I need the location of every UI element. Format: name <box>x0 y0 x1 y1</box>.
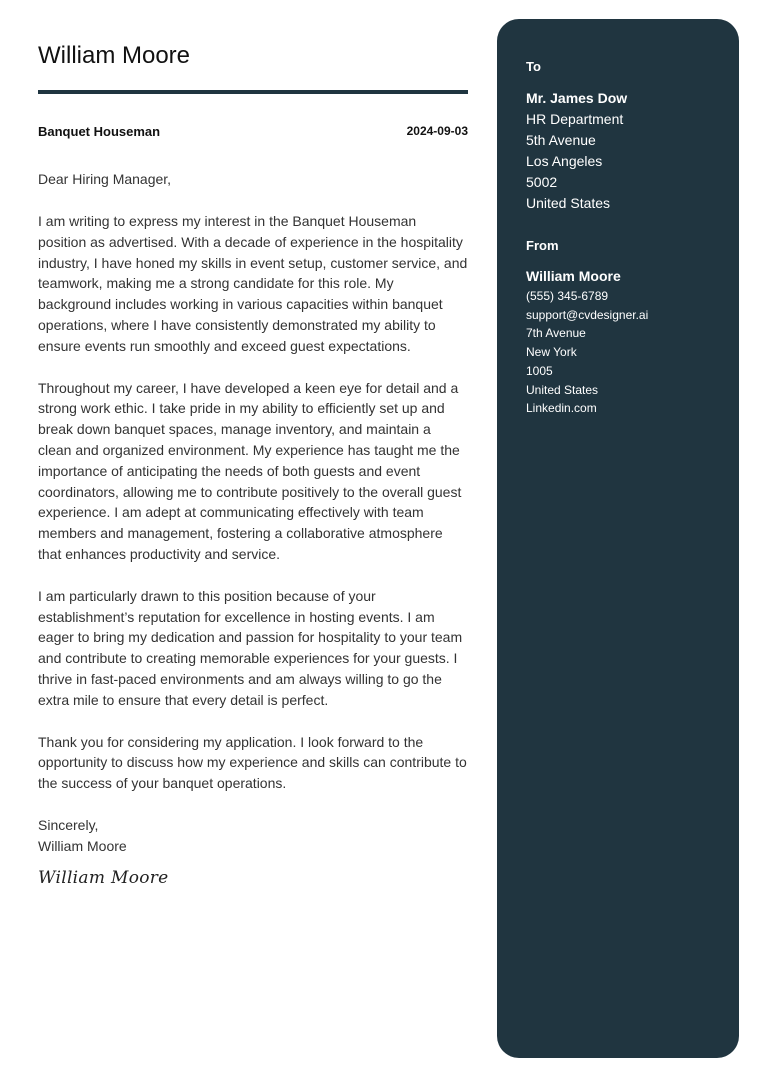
sender-phone[interactable]: (555) 345-6789 <box>526 289 609 303</box>
paragraph-2: Throughout my career, I have developed a keen eye for detail and a strong work ethic. I take pride in my ability to efficiently set up and break down banquet spaces, manage inventory, and maintain a clean and organized environment. My experience has taught me the importance of anticipating the needs of both guests and event coordinators, allowing me to contribute positively to the overall guest experience. I am adept at communicating effectively with team members and management, fostering a collaborative atmosphere that enhances productivity and service. <box>38 379 462 562</box>
recipient-name: Mr. James Dow <box>526 90 628 106</box>
job-line <box>38 124 468 139</box>
job-title: Banquet Houseman <box>38 124 161 139</box>
to-label: To <box>526 59 541 74</box>
sender-country: United States <box>526 382 599 397</box>
greeting: Dear Hiring Manager, <box>38 171 172 187</box>
recipient-postcode: 5002 <box>526 174 558 190</box>
recipient-department: HR Department <box>526 111 624 127</box>
from-label: From <box>526 238 559 253</box>
paragraph-1: I am writing to express my interest in the Banquet Houseman position as advertised. With a decade of experience in the hospitality industry, I have honed my skills in event setup, customer service, and teamwork, making me a strong candidate for this role. My background includes working in various capacities within banquet operations, where I have consistently demonstrated my ability to ensure events run smoothly and exceed guest expectations. <box>38 213 468 354</box>
recipient-country: United States <box>526 195 611 211</box>
contact-sidebar <box>497 19 739 1058</box>
recipient-address <box>526 109 710 214</box>
closing-name: William Moore <box>38 838 127 855</box>
letter-body <box>38 38 468 888</box>
letter-date: 2024-09-03 <box>406 124 468 138</box>
closing-salutation: Sincerely, <box>38 816 99 833</box>
sender-email[interactable]: support@cvdesigner.ai <box>526 307 649 322</box>
paragraph-4: Thank you for considering my application. I look forward to the opportunity to discuss how my experience and skills can contribute to the success of your banquet operations. <box>38 733 467 792</box>
recipient-city: Los Angeles <box>526 153 603 169</box>
sender-street: 7th Avenue <box>526 326 586 341</box>
closing-block <box>38 815 468 858</box>
sender-contact <box>526 287 710 418</box>
sender-name-heading: William Moore <box>38 42 191 69</box>
sender-name: William Moore <box>526 268 621 284</box>
sender-city: New York <box>526 345 577 360</box>
sender-postcode: 1005 <box>526 363 553 378</box>
paragraph-3: I am particularly drawn to this position because of your establishment’s reputation for excellence in hosting events. I am eager to bring my dedication and passion for hospitality to your team and contribute to creating memorable experiences for your guests. I thrive in fast-paced environments and am always willing to go the extra mile to ensure that every detail is perfect. <box>38 587 463 708</box>
recipient-street: 5th Avenue <box>526 132 596 148</box>
handwritten-signature: William Moore <box>38 867 169 888</box>
header-divider <box>38 90 468 94</box>
sender-linkedin-link[interactable]: Linkedin.com <box>526 401 597 416</box>
